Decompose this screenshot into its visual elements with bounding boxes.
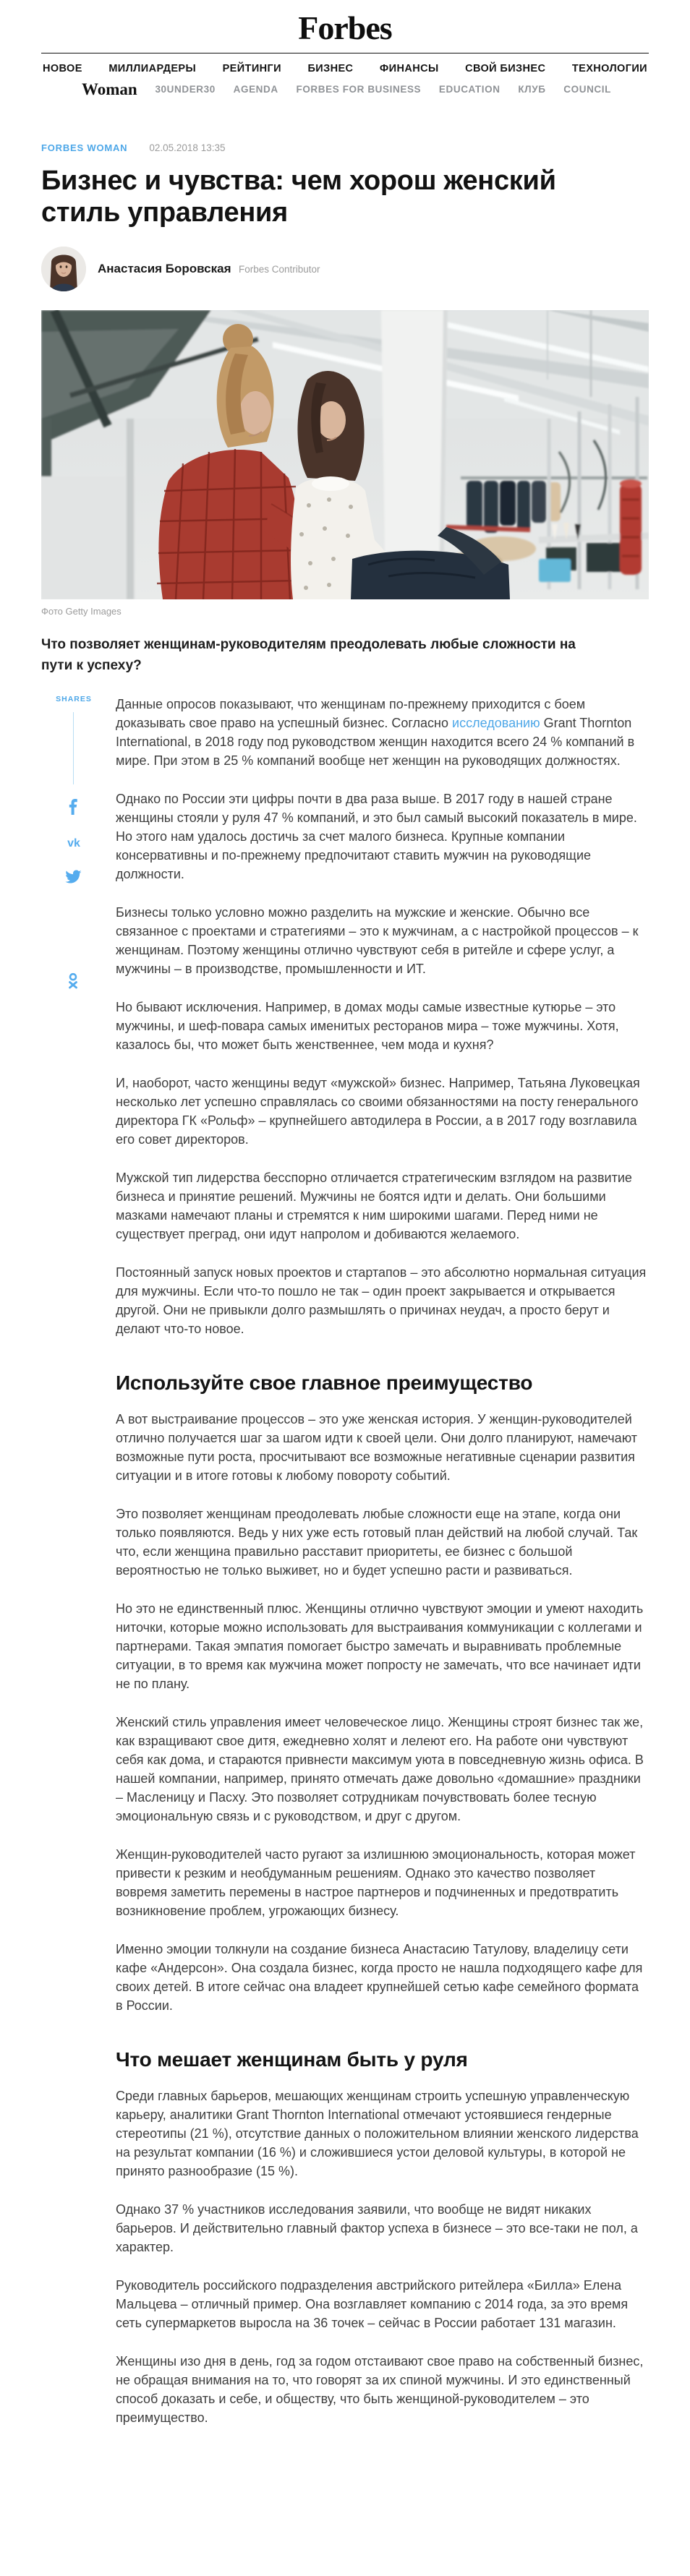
author-block (41, 247, 649, 291)
facebook-share-icon[interactable] (64, 799, 82, 816)
article-paragraph: Женский стиль управления имеет человеческое лицо. Женщины строят бизнес так же, как взращивают свое дитя, ежедневно холят и лелеют его. На работе они чувствуют себя как дома, и стараются привнести максимум уюта в повседневную жизнь офиса. В нашей компании, например, принято отмечать даже довольно «домашние» праздники – Масленицу и Пасху. Это позволяет сотрудникам почувствовать более тесную эмоциональную связь и с руководством, и друг с другом. (116, 1715, 644, 1824)
article-body (116, 695, 649, 2447)
inline-link[interactable]: исследованию (452, 716, 540, 731)
primary-nav-item[interactable]: РЕЙТИНГИ (222, 62, 281, 74)
article-paragraph: Женщин-руководителей часто ругают за излишнюю эмоциональность, которая может привести к резким и необдуманным решениям. Однако это качество позволяет вовремя заметить перемены в настрое партнеров и подчиненных и предотвратить возникновение проблем, угрожающих бизнесу. (116, 1847, 636, 1919)
article-paragraph: Однако по России эти цифры почти в два раза выше. В 2017 году в нашей стране женщины стояли у руля 47 % компаний, и это был самый высокий показатель в мире. Но этого нам удалось достичь за счет малого бизнеса. Крупные компании консервативны и по-прежнему предпочитают ставить мужчин на руководящие должности. (116, 792, 637, 882)
secondary-nav-item[interactable]: 30UNDER30 (155, 84, 216, 95)
article-paragraph: Это позволяет женщинам преодолевать любые сложности еще на этапе, когда они только появляются. Ведь у них уже есть готовый план действий на любой случай. Так что, если женщина правильно расставит приоритеты, ее бизнес с большой вероятностью не только выживет, но и будет успешно расти и развиваться. (116, 1507, 638, 1578)
article-paragraph: Именно эмоции толкнули на создание бизнеса Анастасию Татулову, владелицу сети кафе «Андерсон». Она создала бизнес, когда просто не нашла подходящего кафе для своих детей. В итоге сейчас она владеет крупнейшей сетью кафе семейного формата в России. (116, 1942, 643, 2014)
author-name[interactable]: Анастасия Боровская (98, 261, 231, 275)
article-lead: Что позволяет женщинам-руководителям преодолевать любые сложности на пути к успеху? (41, 636, 576, 673)
primary-nav-item[interactable]: ФИНАНСЫ (379, 62, 439, 74)
article-paragraph: Женщины изо дня в день, год за годом отстаивают свое право на собственный бизнес, не обращая внимания на то, что говорят за их спиной мужчины. И это единственный способ доказать и себе, и обществу, что быть женщиной-руководителем – это преимущество. (116, 2354, 644, 2426)
primary-nav-item[interactable]: БИЗНЕС (307, 62, 354, 74)
share-rail (41, 695, 116, 990)
article-paragraph: Постоянный запуск новых проектов и стартапов – это абсолютно нормальная ситуация для мужчины. Если что-то пошло не так – один проект закрывается и открывается другой. Они не привыкли долго размышлять о причинах неудач, а просто берут и делают что-то новое. (116, 1265, 647, 1337)
primary-nav-item[interactable]: МИЛЛИАРДЕРЫ (108, 62, 197, 74)
share-divider-line (73, 712, 74, 784)
secondary-nav-item[interactable]: EDUCATION (438, 84, 501, 95)
hero-image (41, 310, 649, 599)
twitter-share-icon[interactable] (64, 868, 82, 886)
primary-nav-item[interactable]: ТЕХНОЛОГИИ (571, 62, 647, 74)
rubric-link[interactable]: FORBES WOMAN (41, 142, 128, 153)
article-paragraph: Но это не единственный плюс. Женщины отлично чувствуют эмоции и умеют находить ниточки, которые можно использовать для выстраивания коммуникации с коллегами и партнерами. Такая эмпатия помогает быстро замечать и выравнивать проблемные ситуации, в то время как мужчина может попросту не замечать, что все начинает идти не по плану. (116, 1601, 644, 1692)
article-paragraph: Однако 37 % участников исследования заявили, что вообще не видят никаких барьеров. И действительно главный фактор успеха в бизнесе – это все-таки не пол, а характер. (116, 2202, 638, 2255)
article-paragraph: Но бывают исключения. Например, в домах моды самые известные кутюрье – это мужчины, и шеф-повара самых именитых ресторанов мира – тоже мужчины. Хотя, казалось бы, что может быть женственнее, чем мода и кухня? (116, 1000, 619, 1053)
publish-date: 02.05.2018 13:35 (149, 142, 226, 153)
article-paragraph: Данные опросов показывают, что женщинам по-прежнему приходится с боем доказывать свое право на успешный бизнес. Согласно исследованию Grant Thornton International, в 2018 году под руководством женщин находится всего 24 % компаний в мире. При этом в 25 % компаний вообще нет женщин на руководящих должностях. (116, 697, 635, 769)
primary-nav (41, 54, 649, 77)
shares-label: SHARES (56, 695, 92, 704)
secondary-nav-item[interactable]: AGENDA (233, 84, 278, 95)
author-avatar[interactable] (41, 247, 86, 291)
article-paragraph: И, наоборот, часто женщины ведут «мужской» бизнес. Например, Татьяна Луковецкая несколько лет успешно справлялась со своими обязанностями на посту генерального директора ГК «Рольф» – крупнейшего автодилера в России, а в 2017 году возглавила его совет директоров. (116, 1076, 640, 1147)
vk-share-icon[interactable] (64, 834, 82, 851)
breadcrumb (41, 142, 649, 153)
secondary-nav (41, 77, 649, 99)
site-header (41, 0, 649, 99)
section-heading: Что мешает женщинам быть у руля (116, 2048, 468, 2071)
page-title: Бизнес и чувства: чем хорош женский стиль управления (41, 165, 556, 228)
primary-nav-item[interactable]: НОВОЕ (43, 62, 82, 74)
section-heading: Используйте свое главное преимущество (116, 1372, 533, 1395)
secondary-nav-item[interactable]: КЛУБ (518, 84, 546, 95)
primary-nav-item[interactable]: СВОЙ БИЗНЕС (465, 62, 546, 74)
article-paragraph: Руководитель российского подразделения австрийского ритейлера «Билла» Елена Мальцева – отличный пример. Она возглавляет компанию с 2014 года, за это время сеть супермаркетов выросла на 36 точек – сейчас в России работает 131 магазин. (116, 2278, 629, 2331)
article-paragraph: Среди главных барьеров, мешающих женщинам строить успешную управленческую карьеру, аналитики Grant Thornton International отмечают устоявшиеся гендерные стереотипы (21 %), отсутствие данных о положительном влиянии женского лидерства на результат компании (16 %) и сложившиеся устои деловой культуры, в которой не принято разнообразие (15 %). (116, 2089, 639, 2179)
forbes-logo[interactable]: Forbes (298, 9, 392, 46)
photo-credit: Фото Getty Images (41, 605, 122, 617)
article-paragraph: Мужской тип лидерства бесспорно отличается стратегическим взглядом на развитие бизнеса и принятие решений. Мужчины не боятся идти и делать. Они большими мазками намечают планы и стремятся к ним широкими шагами. Перед ними не существует преград, они идут напролом и добиваются желаемого. (116, 1171, 632, 1242)
secondary-nav-item[interactable]: COUNCIL (563, 84, 611, 95)
article-paragraph: А вот выстраивание процессов – это уже женская история. У женщин-руководителей отлично получается шаг за шагом идти к своей цели. Они долго планируют, намечают возможные пути роста, просчитывают все возможные негативные сценарии развития ситуации и в итоге готовы к любому повороту событий. (116, 1412, 638, 1484)
secondary-nav-item[interactable]: Woman (82, 80, 137, 98)
article-paragraph: Бизнесы только условно можно разделить на мужские и женские. Обычно все связанное с проектами и стратегиями – это к мужчинам, а с настройкой процессов – к женщинам. Поэтому женщины отлично чувствуют себя в ритейле и сфере услуг, а мужчины – в производстве, промышленности и ИТ. (116, 905, 639, 977)
secondary-nav-item[interactable]: FORBES FOR BUSINESS (296, 84, 422, 95)
odnoklassniki-share-icon[interactable] (64, 972, 82, 990)
svg-text:vk: vk (67, 837, 80, 850)
author-role: Forbes Contributor (238, 263, 320, 275)
